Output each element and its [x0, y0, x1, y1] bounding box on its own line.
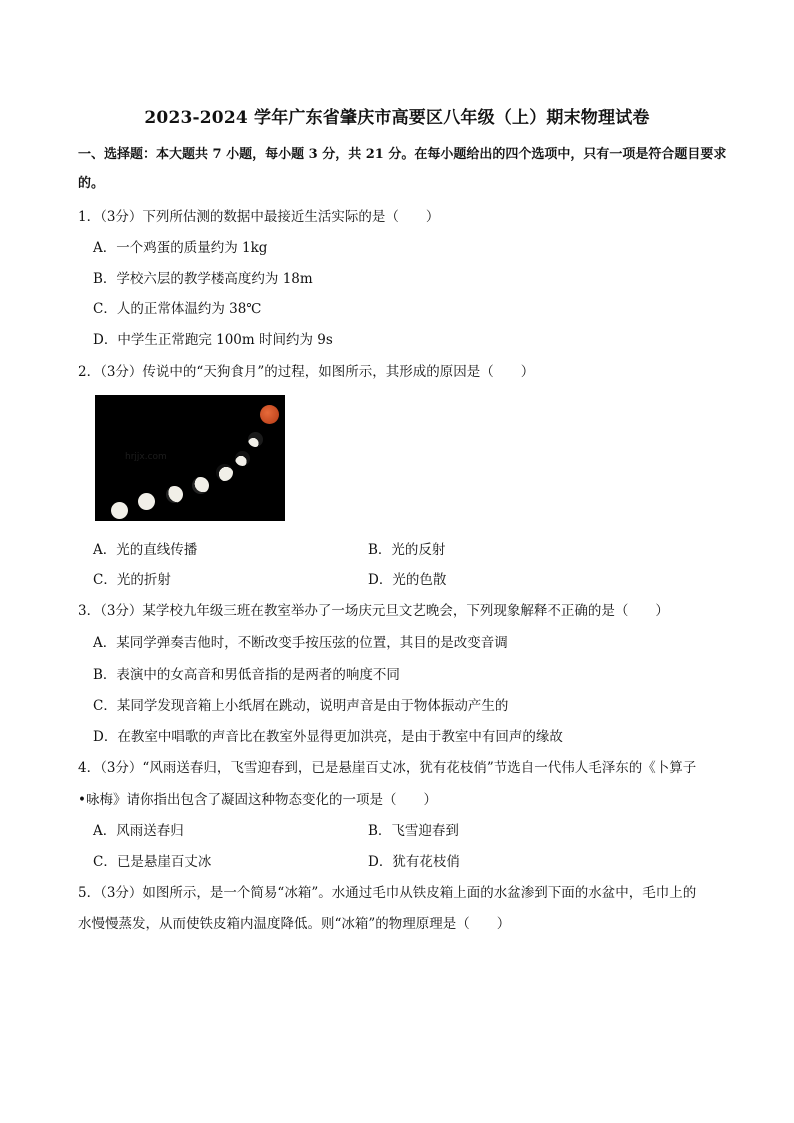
- question-2-option-d[interactable]: D．光的色散: [368, 572, 447, 588]
- question-3-option-c[interactable]: C．某同学发现音箱上小纸屑在跳动，说明声音是由于物体振动产生的: [93, 698, 509, 714]
- question-2-option-a[interactable]: A．光的直线传播: [93, 542, 198, 558]
- moon-phase-3: [166, 486, 183, 503]
- question-3-option-b[interactable]: B．表演中的女高音和男低音指的是两者的响度不同: [93, 667, 400, 683]
- moon-phase-1: [111, 502, 128, 519]
- question-1-option-c[interactable]: C．人的正常体温约为 38℃: [93, 301, 262, 317]
- moon-phase-7: [248, 432, 263, 447]
- question-3-option-d[interactable]: D．在教室中唱歌的声音比在教室外显得更加洪亮，是由于教室中有回声的缘故: [93, 729, 563, 745]
- moon-phase-red: [260, 405, 279, 424]
- moon-phase-2: [138, 493, 155, 510]
- question-1-option-a[interactable]: A．一个鸡蛋的质量约为 1kg: [93, 240, 268, 256]
- lunar-eclipse-image: [95, 395, 285, 521]
- question-4-option-c[interactable]: C．已是悬崖百丈冰: [93, 854, 212, 870]
- moon-phase-5: [216, 464, 233, 481]
- question-5-stem-line-1: 5．（3分）如图所示，是一个简易“冰箱”。水通过毛巾从铁皮箱上面的水盆渗到下面的水盆中，毛巾上的: [78, 885, 697, 901]
- question-1-option-d[interactable]: D．中学生正常跑完 100m 时间约为 9s: [93, 332, 333, 348]
- question-1-stem: 1．（3分）下列所估测的数据中最接近生活实际的是（ ）: [78, 209, 440, 225]
- moon-phase-6: [235, 451, 250, 466]
- question-2-option-b[interactable]: B．光的反射: [368, 542, 446, 558]
- question-5-stem-line-2: 水慢慢蒸发，从而使铁皮箱内温度降低。则“冰箱”的物理原理是（ ）: [78, 916, 511, 932]
- moon-phase-4: [192, 477, 209, 494]
- question-2-option-c[interactable]: C．光的折射: [93, 572, 171, 588]
- question-2-stem: 2．（3分）传说中的“天狗食月”的过程，如图所示，其形成的原因是（ ）: [78, 364, 535, 380]
- image-watermark: hrjjx.com: [125, 452, 167, 462]
- question-3-stem: 3．（3分）某学校九年级三班在教室举办了一场庆元旦文艺晚会，下列现象解释不正确的是（ ）: [78, 603, 669, 619]
- question-4-stem-line-2: •咏梅》请你指出包含了凝固这种物态变化的一项是（ ）: [78, 792, 437, 808]
- question-4-option-a[interactable]: A．风雨送春归: [93, 823, 184, 839]
- question-4-stem-line-1: 4．（3分）“风雨送春归，飞雪迎春到，已是悬崖百丈冰，犹有花枝俏”节选自一代伟人毛泽东的《卜算子: [78, 760, 697, 776]
- question-4-option-d[interactable]: D．犹有花枝俏: [368, 854, 460, 870]
- question-1-option-b[interactable]: B．学校六层的教学楼高度约为 18m: [93, 271, 313, 287]
- section-instructions: 一、选择题：本大题共 7 小题，每小题 3 分，共 21 分。在每小题给出的四个选项中，只有一项是符合题目要求的。: [78, 147, 727, 191]
- page-title: 2023-2024 学年广东省肇庆市高要区八年级（上）期末物理试卷: [144, 108, 650, 128]
- question-3-option-a[interactable]: A．某同学弹奏吉他时，不断改变手按压弦的位置，其目的是改变音调: [93, 635, 508, 651]
- question-4-option-b[interactable]: B．飞雪迎春到: [368, 823, 459, 839]
